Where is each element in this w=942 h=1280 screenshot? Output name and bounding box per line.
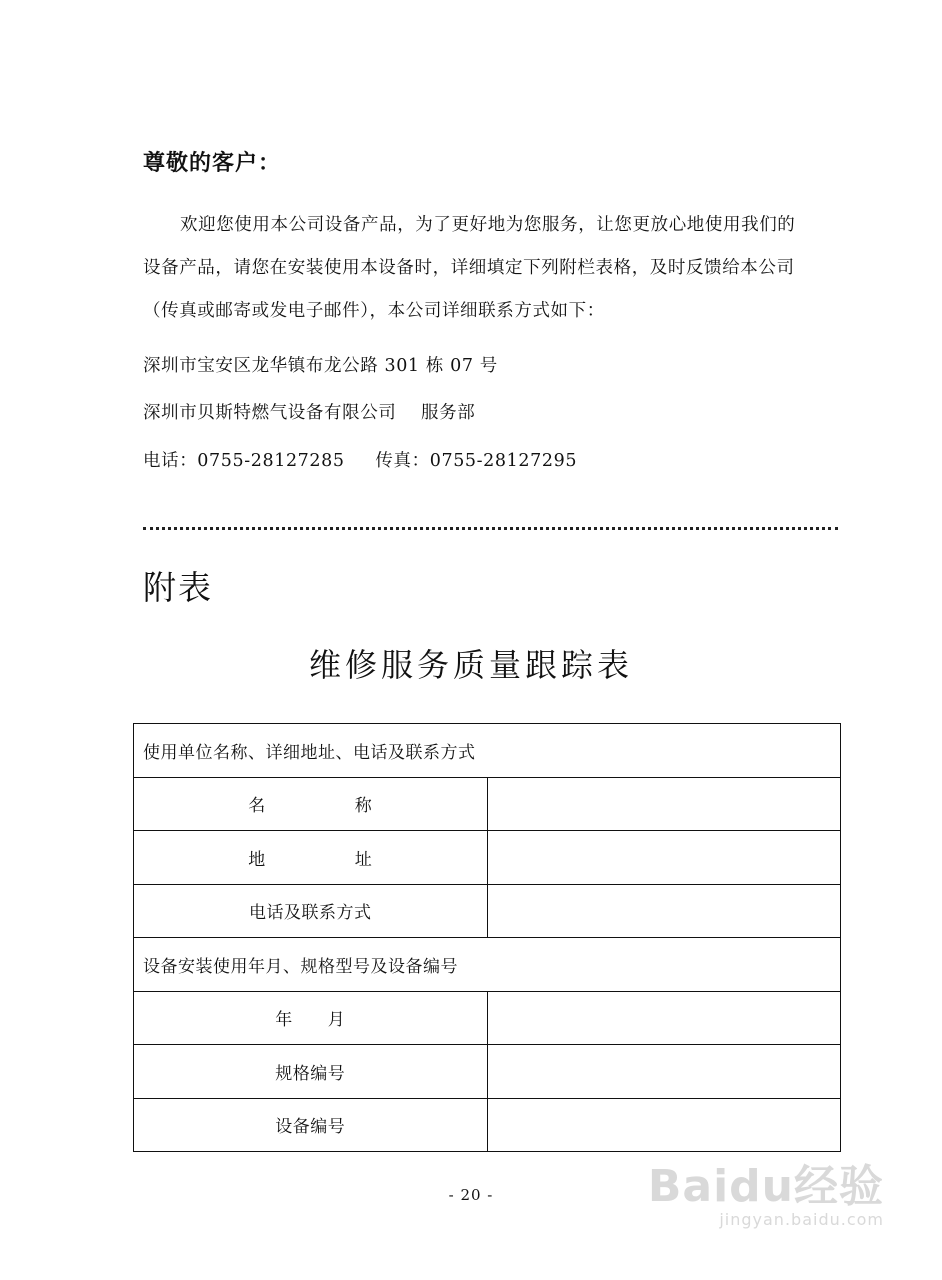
address-label: 地址 (248, 849, 373, 870)
form-row (134, 991, 841, 1045)
address-field[interactable] (487, 831, 841, 885)
form-row (134, 1098, 841, 1152)
appendix-heading: 附表 (143, 568, 213, 607)
page-number: - 20 - (448, 1186, 494, 1204)
name-field[interactable] (487, 777, 841, 831)
form-row (134, 831, 841, 885)
form-title: 维修服务质量跟踪表 (308, 646, 633, 684)
spec-field[interactable] (487, 1045, 841, 1099)
company-name: 深圳市贝斯特燃气设备有限公司 服务部 (143, 403, 476, 423)
serial-label: 设备编号 (134, 1098, 488, 1152)
section-row (134, 724, 841, 778)
tracking-form-table (133, 723, 841, 1152)
phone-fax: 电话：0755-28127285 传真：0755-28127295 (143, 451, 578, 471)
name-label: 名称 (248, 796, 373, 817)
form-row (134, 777, 841, 831)
form-row (134, 884, 841, 938)
serial-field[interactable] (487, 1098, 841, 1152)
date-field[interactable] (487, 991, 841, 1045)
section-device-info: 设备安装使用年月、规格型号及设备编号 (134, 938, 841, 992)
watermark-url: jingyan.baidu.com (719, 1210, 884, 1229)
section-user-info: 使用单位名称、详细地址、电话及联系方式 (134, 724, 841, 778)
greeting: 尊敬的客户： (143, 151, 282, 176)
contact-label: 电话及联系方式 (134, 884, 488, 938)
date-label: 年月 (275, 1010, 346, 1031)
company-address: 深圳市宝安区龙华镇布龙公路 301 栋 07 号 (143, 356, 498, 376)
form-row (134, 1045, 841, 1099)
section-row (134, 938, 841, 992)
baidu-watermark (648, 1150, 884, 1229)
intro-paragraph: 欢迎您使用本公司设备产品，为了更好地为您服务，让您更放心地使用我们的设备产品，请您在安装使用本设备时，详细填定下列附栏表格，及时反馈给本公司（传真或邮寄或发电子邮件），本公司详细联系方式如下： (143, 215, 796, 321)
spec-label: 规格编号 (134, 1045, 488, 1099)
dotted-divider (143, 527, 838, 530)
contact-field[interactable] (487, 884, 841, 938)
watermark-brand: Baidu经验 (647, 1161, 884, 1212)
